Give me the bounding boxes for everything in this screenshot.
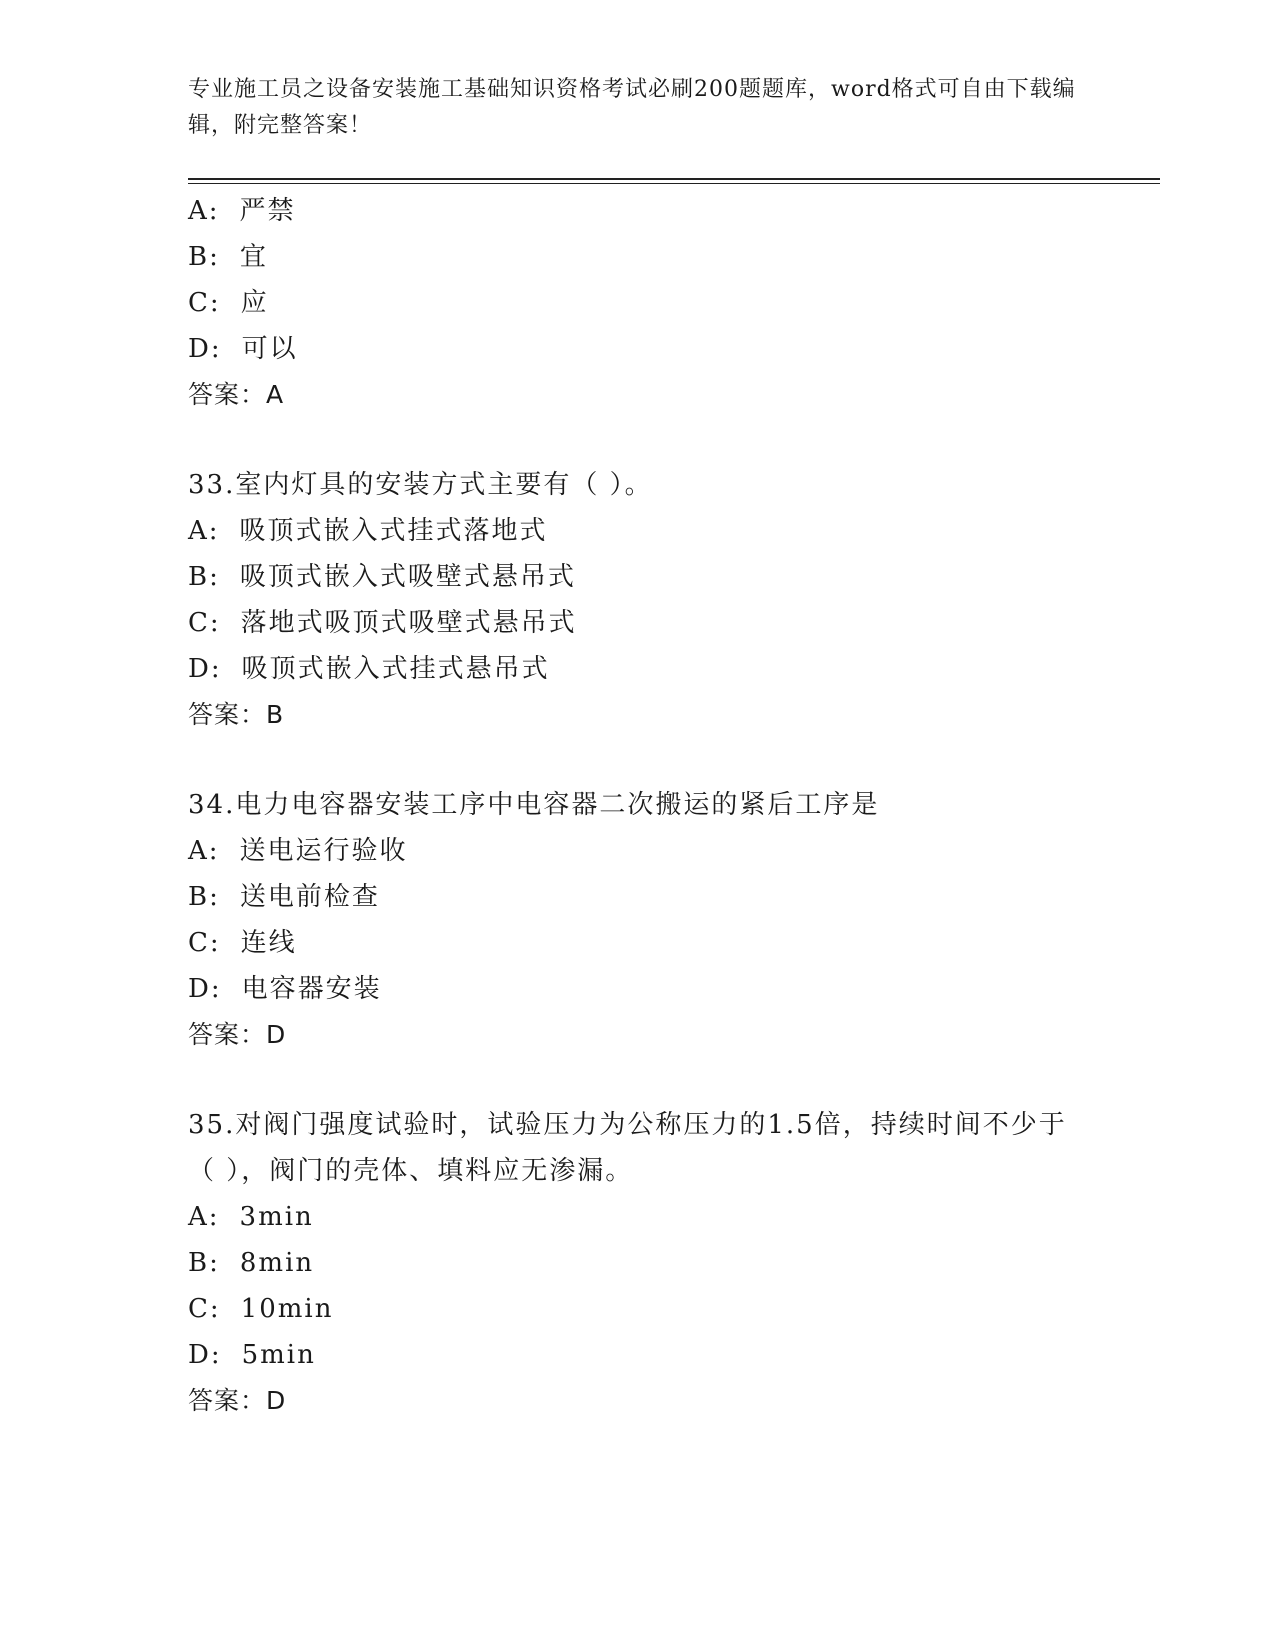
- option-d: [188, 1332, 1088, 1378]
- option-a: [188, 188, 1088, 234]
- option-text: 吸顶式嵌入式挂式落地式: [239, 516, 548, 546]
- question-stem: 35.对阀门强度试验时，试验压力为公称压力的1.5倍，持续时间不少于（ ），阀门的壳体、填料应无渗漏。: [188, 1110, 1067, 1186]
- option-c: [188, 920, 1088, 966]
- question-stem: 34.电力电容器安装工序中电容器二次搬运的紧后工序是: [188, 790, 880, 820]
- option-d: [188, 966, 1088, 1012]
- answer-line: 答案：D: [188, 1386, 287, 1415]
- option-b: [188, 554, 1088, 600]
- answer-line: 答案：A: [188, 380, 285, 409]
- option-text: 连线: [240, 928, 297, 958]
- option-text: 严禁: [239, 196, 296, 226]
- option-text: 电容器安装: [241, 974, 382, 1004]
- document-header: 专业施工员之设备安装施工基础知识资格考试必刷200题题库，word格式可自由下载编辑，附完整答案！: [188, 77, 1076, 138]
- option-b: [188, 874, 1088, 920]
- option-c: [188, 600, 1088, 646]
- option-a: [188, 828, 1088, 874]
- option-letter: A:: [188, 196, 220, 226]
- option-text: 5min: [241, 1340, 316, 1370]
- option-text: 吸顶式嵌入式挂式悬吊式: [241, 654, 550, 684]
- option-letter: B:: [188, 1248, 220, 1278]
- header-divider: [188, 178, 1160, 184]
- option-letter: B:: [188, 242, 220, 272]
- option-letter: A:: [188, 516, 220, 546]
- option-text: 宜: [239, 242, 268, 272]
- option-d: [188, 326, 1088, 372]
- question-block-34: [188, 782, 1088, 1058]
- option-letter: B:: [188, 562, 220, 592]
- option-letter: B:: [188, 882, 220, 912]
- option-letter: D:: [188, 654, 222, 684]
- question-stem: 33.室内灯具的安装方式主要有（ ）。: [188, 470, 653, 500]
- option-letter: C:: [188, 288, 221, 318]
- question-list: [188, 188, 1088, 1424]
- option-c: [188, 280, 1088, 326]
- question-block-continued: [188, 188, 1088, 418]
- option-letter: C:: [188, 928, 221, 958]
- option-letter: C:: [188, 1294, 221, 1324]
- option-text: 应: [240, 288, 269, 318]
- answer-line: 答案：B: [188, 700, 285, 729]
- option-text: 8min: [239, 1248, 315, 1278]
- option-letter: D:: [188, 974, 222, 1004]
- option-text: 吸顶式嵌入式吸壁式悬吊式: [239, 562, 576, 592]
- option-text: 送电运行验收: [239, 836, 408, 866]
- option-c: [188, 1286, 1088, 1332]
- option-letter: D:: [188, 1340, 222, 1370]
- option-letter: A:: [188, 836, 220, 866]
- option-text: 送电前检查: [239, 882, 380, 912]
- option-a: [188, 508, 1088, 554]
- option-b: [188, 234, 1088, 280]
- option-text: 落地式吸顶式吸壁式悬吊式: [240, 608, 577, 638]
- question-block-33: [188, 462, 1088, 738]
- option-letter: A:: [188, 1202, 220, 1232]
- answer-line: 答案：D: [188, 1020, 287, 1049]
- option-text: 10min: [240, 1294, 334, 1324]
- option-a: [188, 1194, 1088, 1240]
- option-letter: C:: [188, 608, 221, 638]
- option-letter: D:: [188, 334, 222, 364]
- option-text: 可以: [241, 334, 298, 364]
- question-block-35: [188, 1102, 1088, 1424]
- option-text: 3min: [239, 1202, 314, 1232]
- option-d: [188, 646, 1088, 692]
- option-b: [188, 1240, 1088, 1286]
